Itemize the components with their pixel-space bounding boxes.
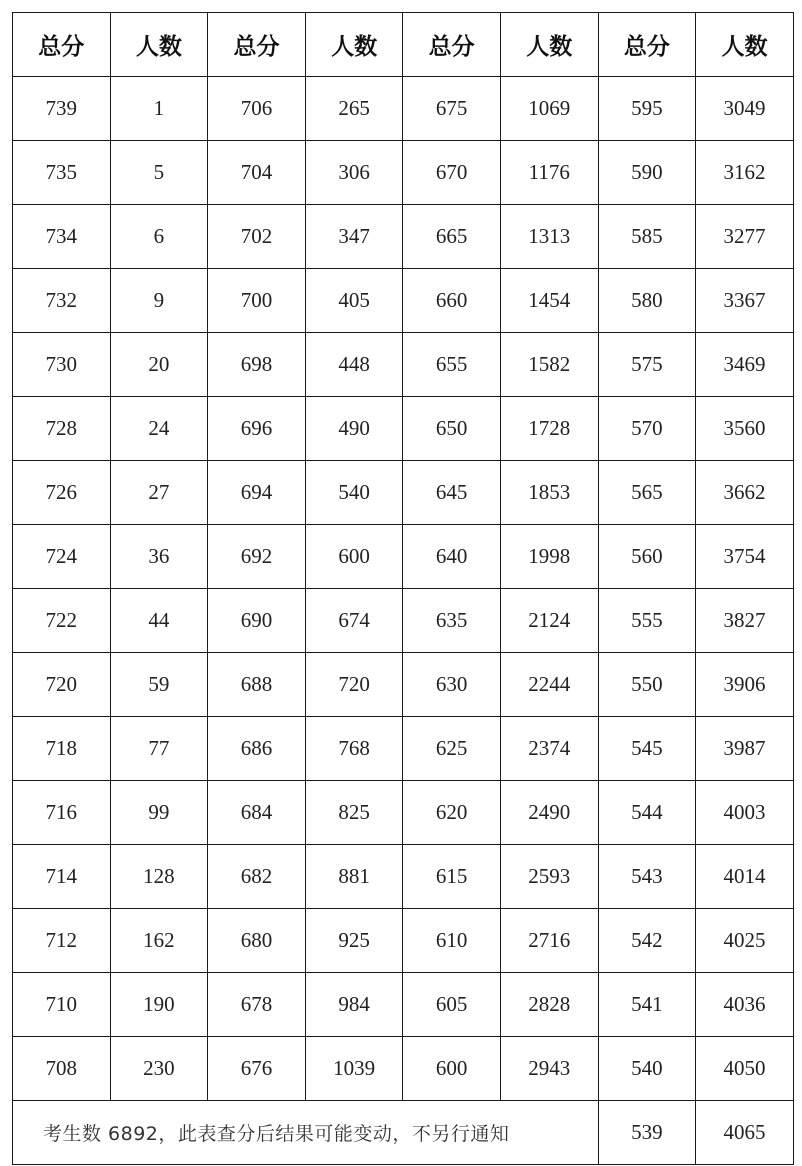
score-cell: 575 [598,333,696,397]
header-total-score: 总分 [13,13,111,77]
header-count: 人数 [305,13,403,77]
count-cell: 2374 [500,717,598,781]
count-cell: 3662 [696,461,794,525]
score-cell: 694 [208,461,306,525]
score-cell: 565 [598,461,696,525]
score-cell: 720 [13,653,111,717]
score-cell: 730 [13,333,111,397]
score-cell: 545 [598,717,696,781]
candidate-note: 考生数 6892，此表查分后结果可能变动，不另行通知 [13,1101,599,1165]
count-cell: 2828 [500,973,598,1037]
table-footer-row [13,1101,794,1165]
count-cell: 4050 [696,1037,794,1101]
score-cell: 680 [208,909,306,973]
count-cell: 1728 [500,397,598,461]
score-cell: 686 [208,717,306,781]
count-cell: 448 [305,333,403,397]
count-cell: 881 [305,845,403,909]
score-cell: 660 [403,269,501,333]
table-header-row [13,13,794,77]
count-cell: 925 [305,909,403,973]
count-cell: 3827 [696,589,794,653]
count-cell: 825 [305,781,403,845]
score-cell: 540 [598,1037,696,1101]
score-cell: 734 [13,205,111,269]
count-cell: 27 [110,461,208,525]
score-cell: 726 [13,461,111,525]
score-cell: 706 [208,77,306,141]
score-cell: 732 [13,269,111,333]
count-cell: 4036 [696,973,794,1037]
score-cell: 700 [208,269,306,333]
count-cell: 3367 [696,269,794,333]
score-cell: 665 [403,205,501,269]
score-cell: 692 [208,525,306,589]
count-cell: 5 [110,141,208,205]
count-cell: 3277 [696,205,794,269]
score-cell: 678 [208,973,306,1037]
table-row [13,269,794,333]
count-cell: 405 [305,269,403,333]
score-cell: 615 [403,845,501,909]
count-cell: 230 [110,1037,208,1101]
count-cell: 99 [110,781,208,845]
table-row [13,77,794,141]
count-cell: 3049 [696,77,794,141]
score-cell: 605 [403,973,501,1037]
table-row [13,973,794,1037]
table-row [13,845,794,909]
count-cell: 674 [305,589,403,653]
header-count: 人数 [696,13,794,77]
table-row [13,333,794,397]
score-cell: 724 [13,525,111,589]
score-cell: 635 [403,589,501,653]
score-cell: 682 [208,845,306,909]
table-row [13,589,794,653]
count-cell: 2244 [500,653,598,717]
count-cell: 1176 [500,141,598,205]
count-cell: 2943 [500,1037,598,1101]
header-count: 人数 [500,13,598,77]
count-cell: 490 [305,397,403,461]
score-cell: 728 [13,397,111,461]
score-cell: 570 [598,397,696,461]
table-row [13,205,794,269]
score-cell: 710 [13,973,111,1037]
score-cell: 550 [598,653,696,717]
count-cell: 162 [110,909,208,973]
score-cell: 739 [13,77,111,141]
score-cell: 542 [598,909,696,973]
count-cell: 4025 [696,909,794,973]
count-cell: 36 [110,525,208,589]
score-cell: 650 [403,397,501,461]
score-cell: 670 [403,141,501,205]
score-cell: 716 [13,781,111,845]
score-cell: 688 [208,653,306,717]
count-cell: 540 [305,461,403,525]
score-cell: 696 [208,397,306,461]
score-cell: 640 [403,525,501,589]
score-cell: 702 [208,205,306,269]
header-total-score: 总分 [208,13,306,77]
table-body [13,77,794,1101]
count-cell: 2716 [500,909,598,973]
count-cell: 1069 [500,77,598,141]
header-count: 人数 [110,13,208,77]
score-cell: 645 [403,461,501,525]
score-cell: 560 [598,525,696,589]
score-cell: 590 [598,141,696,205]
score-cell: 675 [403,77,501,141]
score-cell: 676 [208,1037,306,1101]
score-cell: 714 [13,845,111,909]
count-cell: 9 [110,269,208,333]
count-cell: 3754 [696,525,794,589]
table-row [13,717,794,781]
count-cell: 1853 [500,461,598,525]
count-cell: 20 [110,333,208,397]
count-cell: 1998 [500,525,598,589]
count-cell: 720 [305,653,403,717]
count-cell: 1313 [500,205,598,269]
table-row [13,909,794,973]
count-cell: 3560 [696,397,794,461]
score-cell: 555 [598,589,696,653]
count-cell: 128 [110,845,208,909]
table-row [13,461,794,525]
score-cell: 630 [403,653,501,717]
table-row [13,397,794,461]
count-cell: 306 [305,141,403,205]
score-cell: 585 [598,205,696,269]
score-cell: 718 [13,717,111,781]
score-cell: 712 [13,909,111,973]
header-total-score: 总分 [403,13,501,77]
table-row [13,781,794,845]
count-cell: 600 [305,525,403,589]
count-cell: 6 [110,205,208,269]
count-cell: 3469 [696,333,794,397]
count-cell: 1454 [500,269,598,333]
score-cell: 544 [598,781,696,845]
count-cell: 1039 [305,1037,403,1101]
count-cell: 44 [110,589,208,653]
score-cell: 698 [208,333,306,397]
count-cell: 1 [110,77,208,141]
count-cell: 3162 [696,141,794,205]
score-cell: 704 [208,141,306,205]
footer-count-cell: 4065 [696,1101,794,1165]
count-cell: 190 [110,973,208,1037]
table-row [13,525,794,589]
score-distribution-table [12,12,794,1165]
score-cell: 610 [403,909,501,973]
count-cell: 2593 [500,845,598,909]
score-cell: 620 [403,781,501,845]
score-cell: 684 [208,781,306,845]
score-cell: 600 [403,1037,501,1101]
score-cell: 722 [13,589,111,653]
count-cell: 4014 [696,845,794,909]
score-cell: 690 [208,589,306,653]
score-cell: 708 [13,1037,111,1101]
count-cell: 2490 [500,781,598,845]
count-cell: 768 [305,717,403,781]
table-row [13,653,794,717]
score-cell: 595 [598,77,696,141]
score-cell: 543 [598,845,696,909]
score-cell: 735 [13,141,111,205]
score-cell: 541 [598,973,696,1037]
count-cell: 1582 [500,333,598,397]
count-cell: 3987 [696,717,794,781]
count-cell: 59 [110,653,208,717]
count-cell: 77 [110,717,208,781]
count-cell: 4003 [696,781,794,845]
count-cell: 984 [305,973,403,1037]
count-cell: 2124 [500,589,598,653]
footer-score-cell: 539 [598,1101,696,1165]
score-cell: 655 [403,333,501,397]
count-cell: 347 [305,205,403,269]
score-cell: 625 [403,717,501,781]
count-cell: 3906 [696,653,794,717]
count-cell: 265 [305,77,403,141]
count-cell: 24 [110,397,208,461]
score-cell: 580 [598,269,696,333]
table-row [13,1037,794,1101]
table-row [13,141,794,205]
header-total-score: 总分 [598,13,696,77]
